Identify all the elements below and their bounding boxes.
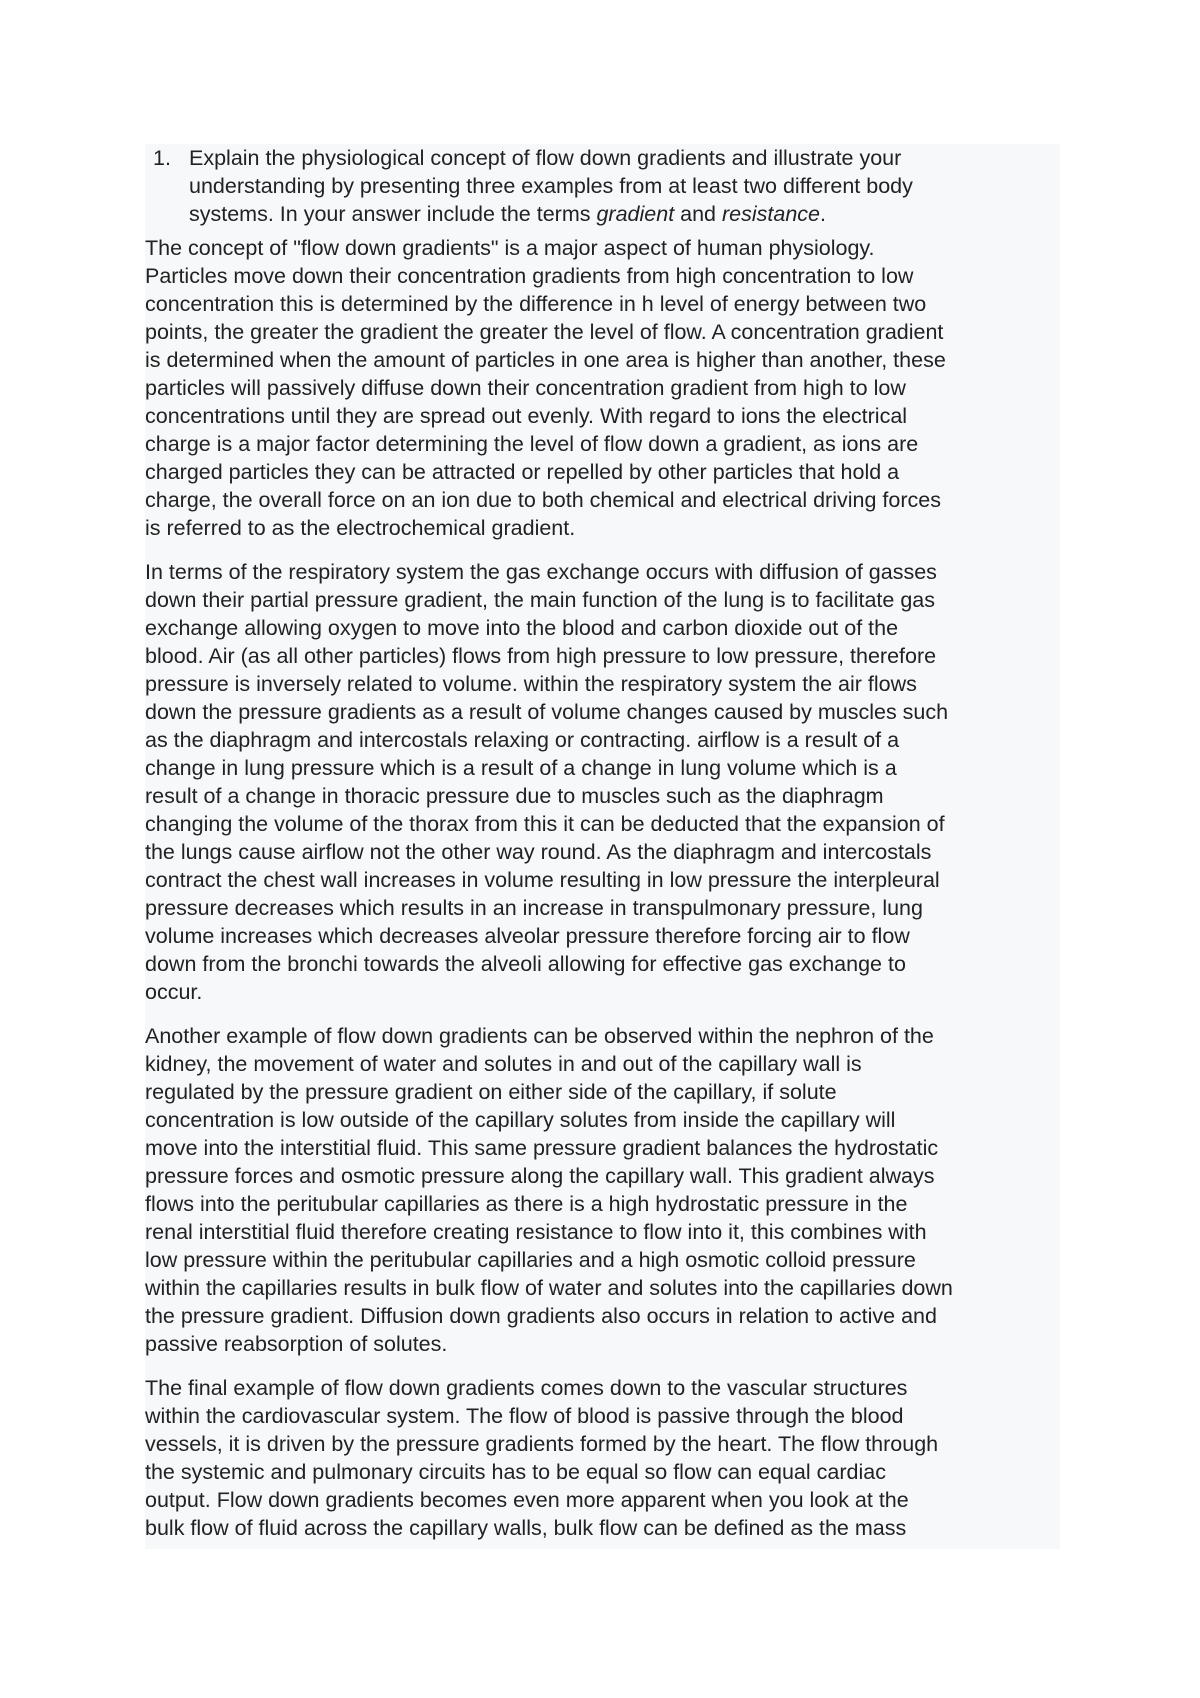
question-text: . [820,202,826,226]
paragraph-line: blood. Air (as all other particles) flows from high pressure to low pressure, therefore [145,644,937,668]
paragraph-line: charge is a major factor determining the level of flow down a gradient, as ions are [145,432,919,456]
paragraph-line: renal interstitial fluid therefore creating resistance to flow into it, this combines with [145,1220,927,1244]
paragraph [145,1022,1060,1358]
paragraph-line: down from the bronchi towards the alveoli allowing for effective gas exchange to [145,952,906,976]
paragraph-line: pressure forces and osmotic pressure along the capillary wall. This gradient always [145,1164,935,1188]
paragraph-line: low pressure within the peritubular capillaries and a high osmotic colloid pressure [145,1248,916,1272]
question-item [145,144,1060,228]
paragraph-line: In terms of the respiratory system the gas exchange occurs with diffusion of gasses [145,560,937,584]
paragraph-line: concentrations until they are spread out evenly. With regard to ions the electrical [145,404,908,428]
question-line: Explain the physiological concept of flow down gradients and illustrate your [189,146,902,170]
term-resistance: resistance [722,202,820,226]
paragraph-line: the systemic and pulmonary circuits has to be equal so flow can equal cardiac [145,1460,886,1484]
question-line: understanding by presenting three examples from at least two different body [189,174,913,198]
paragraph-line: concentration is low outside of the capillary solutes from inside the capillary will [145,1108,896,1132]
paragraph-line: is referred to as the electrochemical gradient. [145,516,576,540]
paragraph-line: The concept of "flow down gradients" is a major aspect of human physiology. [145,236,875,260]
paragraph-line: charged particles they can be attracted or repelled by other particles that hold a [145,460,900,484]
paragraph [145,558,1060,1006]
question-text: and [674,202,722,226]
paragraph-line: contract the chest wall increases in volume resulting in low pressure the interpleural [145,868,940,892]
document-body [145,144,1060,1549]
paragraph-line: result of a change in thoracic pressure due to muscles such as the diaphragm [145,784,884,808]
paragraph-line: The final example of flow down gradients comes down to the vascular structures [145,1376,908,1400]
paragraph-line: down the pressure gradients as a result of volume changes caused by muscles such [145,700,949,724]
question-number: 1. [153,146,171,170]
paragraph-line: points, the greater the gradient the greater the level of flow. A concentration gradient [145,320,944,344]
paragraph-line: as the diaphragm and intercostals relaxing or contracting. airflow is a result of a [145,728,900,752]
paragraph-line: passive reabsorption of solutes. [145,1332,448,1356]
paragraph-line: within the cardiovascular system. The flow of blood is passive through the blood [145,1404,904,1428]
paragraph-line: down their partial pressure gradient, the main function of the lung is to facilitate gas [145,588,935,612]
paragraph-line: Particles move down their concentration gradients from high concentration to low [145,264,914,288]
paragraph-line: the lungs cause airflow not the other way round. As the diaphragm and intercostals [145,840,932,864]
answer-text [145,234,1060,1542]
paragraph-line: flows into the peritubular capillaries as there is a high hydrostatic pressure in the [145,1192,908,1216]
paragraph-line: pressure decreases which results in an increase in transpulmonary pressure, lung [145,896,923,920]
paragraph-line: move into the interstitial fluid. This same pressure gradient balances the hydrostatic [145,1136,939,1160]
paragraph-line: vessels, it is driven by the pressure gradients formed by the heart. The flow through [145,1432,939,1456]
paragraph-line: volume increases which decreases alveolar pressure therefore forcing air to flow [145,924,910,948]
paragraph-line: charge, the overall force on an ion due to both chemical and electrical driving forces [145,488,941,512]
term-gradient: gradient [596,202,675,226]
paragraph-line: output. Flow down gradients becomes even more apparent when you look at the [145,1488,909,1512]
paragraph-line: changing the volume of the thorax from this it can be deducted that the expansion of [145,812,945,836]
paragraph-line: within the capillaries results in bulk flow of water and solutes into the capillaries down [145,1276,953,1300]
question-text: systems. In your answer include the terms [189,202,597,226]
question-line [189,200,1060,228]
paragraph-line: concentration this is determined by the difference in h level of energy between two [145,292,927,316]
paragraph-line: the pressure gradient. Diffusion down gradients also occurs in relation to active and [145,1304,937,1328]
paragraph-line: occur. [145,980,203,1004]
paragraph-line: particles will passively diffuse down their concentration gradient from high to low [145,376,906,400]
paragraph-line: kidney, the movement of water and solutes in and out of the capillary wall is [145,1052,862,1076]
paragraph [145,1374,1060,1542]
paragraph-line: bulk flow of fluid across the capillary walls, bulk flow can be defined as the mass [145,1516,907,1540]
paragraph-line: change in lung pressure which is a result of a change in lung volume which is a [145,756,897,780]
paragraph [145,234,1060,542]
paragraph-line: Another example of flow down gradients can be observed within the nephron of the [145,1024,934,1048]
paragraph-line: regulated by the pressure gradient on either side of the capillary, if solute [145,1080,837,1104]
paragraph-line: exchange allowing oxygen to move into the blood and carbon dioxide out of the [145,616,899,640]
paragraph-line: pressure is inversely related to volume. within the respiratory system the air flows [145,672,917,696]
paragraph-line: is determined when the amount of particles in one area is higher than another, these [145,348,946,372]
